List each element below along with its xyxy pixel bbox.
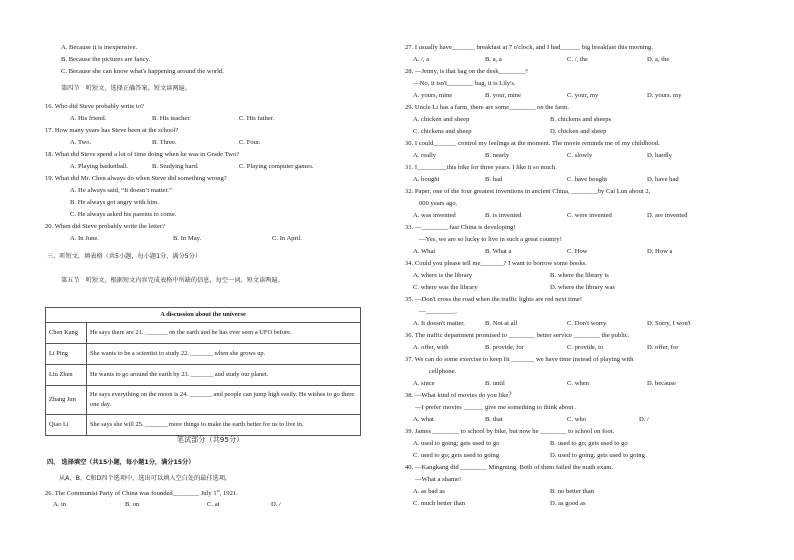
q35-stem: 35. —Don't cross the road when the traffic lights are red next time! (405, 296, 583, 303)
q32-option-b: B. is invented (485, 212, 522, 219)
q36-stem: 36. The traffic department promised to ________ better service ________ the public. (405, 332, 630, 339)
row-text: She wants to be a scientist to study 22. _______ when she grows up. (87, 344, 361, 365)
q27-stem: 27. I usually have_______ breakfast at 7 o'clock, and I had______ big breakfast this morning. (405, 44, 653, 51)
q29-option-c: C. chickens and sheep (413, 128, 472, 135)
q16-option-c: C. His father. (239, 115, 275, 122)
q37-stem-2: cellphone. (429, 368, 457, 375)
row-name: Liu Zhen (46, 365, 87, 386)
q17-option-c: C. Four. (239, 139, 261, 146)
q27-option-d: D. a, the (647, 56, 670, 63)
row-name: Qiao Li (46, 415, 87, 436)
q34-option-d: D. where the library was (550, 284, 615, 291)
q33-stem: 33. —________ fast China is developing! (405, 224, 516, 231)
q34-option-c: C. where was the library (413, 284, 478, 291)
section4-instruction: 从A、B、C和D四个选项中，选出可以填入空白处的最佳选项。 (59, 475, 232, 482)
q18-option-c: C. Playing computer games. (239, 163, 314, 170)
row-text: He says everything on the moon is 24. _______ and people can jump high easily. He wishes to go there one day. (87, 386, 361, 415)
q38-option-a: A. what (413, 416, 434, 423)
row-text: He wants to go around the earth by 23. _______ and study our planet. (87, 365, 361, 386)
q37-option-a: A. since (413, 380, 435, 387)
q32-stem-2: 000 years ago. (419, 200, 458, 207)
q15-option-c: C. Because she can know what's happening around the world. (61, 68, 224, 75)
q39-option-b: B. used to go; gets used to go (550, 440, 628, 447)
q20-option-b: B. In May. (173, 235, 202, 242)
q32-stem: 32. Paper, one of the four greatest inventions in ancient China, ________by Cai Lun about 2, (405, 188, 651, 195)
q20-option-a: A. In June. (70, 235, 99, 242)
table-row (46, 365, 361, 386)
q33-stem-2: —Yes, we are so lucky to live in such a great country! (419, 236, 562, 243)
q29-option-b: B. chickens and sheeps (550, 116, 612, 123)
q29-option-d: D. chicken and sheep (550, 128, 607, 135)
q38-option-d: D. / (639, 416, 649, 423)
q39-option-d: D. used to going; gets used to going (550, 452, 645, 459)
table-title: A discussion about the universe (46, 308, 361, 323)
q17-option-a: A. Two. (70, 139, 92, 146)
section4-title: 四、 选择填空（共15小题，每小题1分，满分15分） (47, 459, 195, 466)
q18-option-b: B. Studying hard. (152, 163, 199, 170)
table-row (46, 415, 361, 436)
row-text: He says there are 21. _______ on the earth and he has ever seen a UFO before. (87, 323, 361, 344)
section3-title: 三、听短文，填表格（共5小题，每小题1分，满分5分） (47, 253, 202, 260)
q40-stem: 40. —Kangkang did ________ Mingming. Both of them failed the math exam. (405, 464, 614, 471)
q32-option-d: D. are invented (647, 212, 688, 219)
q31-option-c: C. have bought (567, 176, 608, 183)
q17-stem: 17. How many years has Steve been at the school? (45, 127, 179, 134)
q27-option-c: C. /, the (567, 56, 588, 63)
q35-option-a: A. It doesn't matter. (413, 320, 465, 327)
q26-option-d: D. / (271, 501, 281, 508)
q19-option-a: A. He always said, “It doesn’t matter.” (70, 187, 172, 194)
q32-option-a: A. was invented (413, 212, 456, 219)
q31-option-d: D. have had (647, 176, 679, 183)
q20-option-c: C. In April. (272, 235, 303, 242)
q37-option-c: C. when (567, 380, 589, 387)
q15-option-b: B. Because the pictures are fancy. (61, 56, 151, 63)
q30-stem: 30. I could_______ control my feelings at the moment. The movie reminds me of my childhood. (405, 140, 660, 147)
q40-stem-2: —What a shame! (415, 476, 462, 483)
q39-option-c: C. used to go; gets used to going (413, 452, 500, 459)
q20-stem: 20. When did Steve probably write the letter? (45, 223, 165, 230)
q36-option-c: C. provide, to (567, 344, 604, 351)
q40-option-d: D. as good as (550, 500, 586, 507)
q16-option-a: A. His friend. (70, 115, 107, 122)
q34-option-b: B. where the library is (550, 272, 609, 279)
q34-stem: 34. Could you please tell me_______? I want to borrow some books. (405, 260, 587, 267)
q28-option-c: C. your, my (567, 92, 599, 99)
q19-option-c: C. He always asked his parents to come. (70, 211, 177, 218)
q18-option-a: A. Playing basketball. (70, 163, 129, 170)
q33-option-c: C. How (567, 248, 588, 255)
q34-option-a: A. where is the library (413, 272, 473, 279)
q27-option-a: A. /, a (413, 56, 430, 63)
q26-stem-text: 26. The Communist Party of China was founded________ July 1 (45, 490, 217, 498)
q33-option-d: D. How a (647, 248, 673, 255)
q32-option-c: C. were invented (567, 212, 612, 219)
q38-stem-2: —I prefer movies ______ give me something to think about . (415, 404, 577, 411)
q28-option-a: A. yours, mine (413, 92, 453, 99)
q26-stem (45, 489, 238, 498)
q26-option-b: B. on (125, 501, 140, 508)
row-name: Chen Kang (46, 323, 87, 344)
q31-option-a: A. bought (413, 176, 440, 183)
q40-option-b: B. no better than (550, 488, 594, 495)
q17-option-b: B. Three. (152, 139, 177, 146)
table-row (46, 386, 361, 415)
q36-option-d: D. offer, for (647, 344, 679, 351)
q35-stem-2: —_________. (419, 308, 457, 315)
q35-option-c: C. Don't worry. (567, 320, 608, 327)
row-name: Zhang Jun (46, 386, 87, 415)
q19-stem: 19. What did Mr. Chen always do when Steve did something wrong? (45, 175, 227, 182)
part4-instruction: 第四节 听短文，选择正确答案。短文读两遍。 (61, 85, 191, 92)
row-name: Li Ping (46, 344, 87, 365)
q19-option-b: B. He always got angry with him. (70, 199, 160, 206)
q26-option-a: A. in (53, 501, 67, 508)
q26-option-c: C. at (207, 501, 220, 508)
q37-option-b: B. until (485, 380, 505, 387)
q39-stem: 39. James ________ to school by bike, but now he ________ to school on foot. (405, 428, 615, 435)
q30-option-c: C. slowly (567, 152, 593, 159)
q30-option-d: D. hardly (647, 152, 672, 159)
q18-stem: 18. What did Steve spend a lot of time doing when he was in Grade Two? (45, 151, 240, 158)
row-text: She says she will 25. _______ more things to make the earth better for us to live in. (87, 415, 361, 436)
part5-instruction: 第五节 听短文，根据短文内容完成表格中所缺的信息，每空一词。短文读两遍。 (61, 277, 284, 284)
q35-option-d: D. Sorry, I won't (647, 320, 691, 327)
q30-option-a: A. really (413, 152, 437, 159)
q40-option-c: C. much better than (413, 500, 466, 507)
q26-stem-tail: , 1921. (219, 490, 238, 498)
q33-option-b: B. What a (485, 248, 512, 255)
q16-option-b: B. His teacher. (152, 115, 191, 122)
q37-stem: 37. We can do some exercise to keep fit _______ we have time instead of playing with (405, 356, 634, 363)
q31-option-b: B. had (485, 176, 503, 183)
written-part-title: 笔试部分（共95分） (176, 435, 244, 444)
q39-option-a: A. used to going; gets used to go (413, 440, 500, 447)
q29-option-a: A. chicken and sheep (413, 116, 470, 123)
q31-stem: 31. I_________this bike for three years. I like it so much. (405, 164, 557, 171)
q28-option-b: B. your, mine (485, 92, 521, 99)
universe-discussion-table (45, 307, 361, 436)
q37-option-d: D. because (647, 380, 676, 387)
q28-stem: 28. —Jenny, is that bag on the desk________? (405, 68, 528, 75)
q36-option-a: A. offer, with (413, 344, 449, 351)
q36-option-b: B. provide, for (485, 344, 524, 351)
right-column (405, 0, 775, 560)
q38-option-b: B. that (485, 416, 503, 423)
q27-option-b: B. a, a (485, 56, 502, 63)
q40-option-a: A. as bad as (413, 488, 445, 495)
q16-stem: 16. Who did Steve probably write to? (45, 103, 144, 110)
q38-option-c: C. who (567, 416, 587, 423)
q29-stem: 29. Uncle Li has a farm, there are some________ on the farm. (405, 104, 570, 111)
q15-option-a: A. Because it is inexpensive. (61, 44, 138, 51)
left-column (45, 0, 415, 560)
q30-option-b: B. nearly (485, 152, 510, 159)
q28-stem-2: —No, it isn't________ bag, it is Lily's. (413, 80, 516, 87)
table-row (46, 344, 361, 365)
q26-stem-sup: st (216, 488, 220, 493)
q33-option-a: A. What (413, 248, 436, 255)
q38-stem: 38. —What kind of movies do you like？ (405, 392, 515, 399)
table-row (46, 323, 361, 344)
q28-option-d: D. yours. my (647, 92, 682, 99)
q35-option-b: B. Not at all (485, 320, 518, 327)
